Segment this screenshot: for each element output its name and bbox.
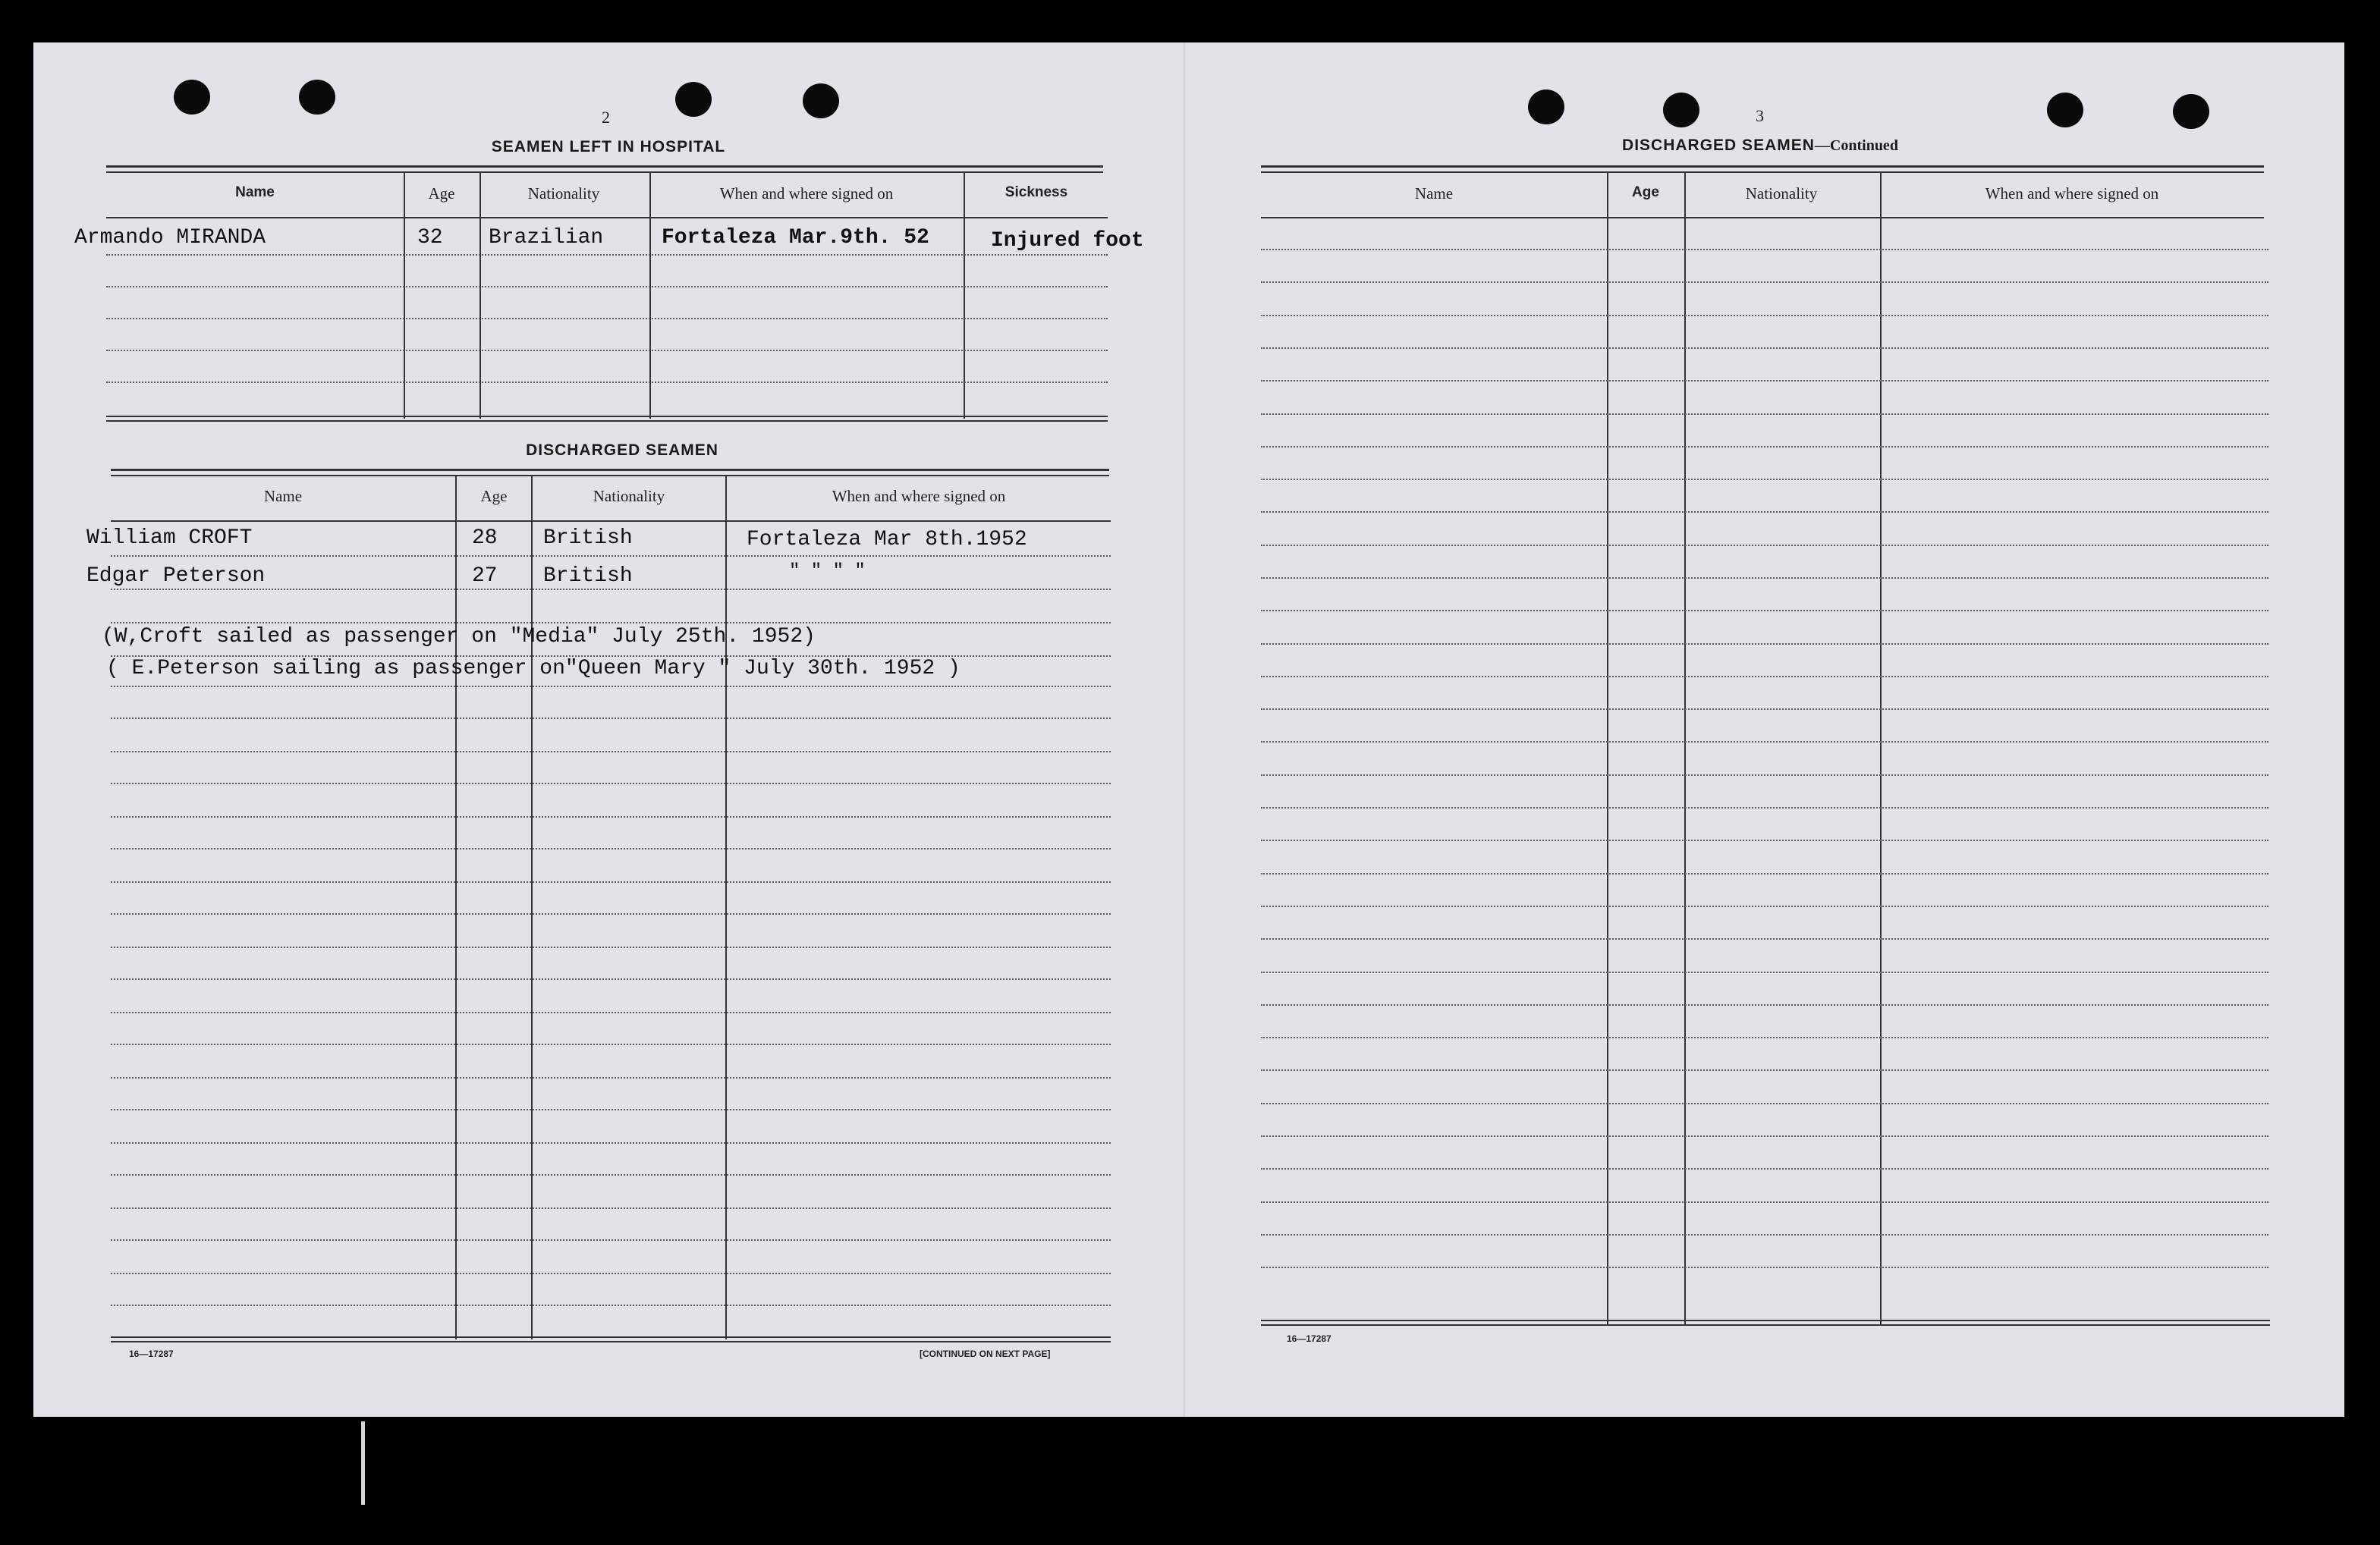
ruled-line (1261, 1234, 2268, 1236)
discharge-note: (W,Croft sailed as passenger on "Media" July 25th. 1952) (102, 625, 816, 648)
rule (1261, 165, 2264, 168)
ruled-line (111, 1109, 1111, 1110)
discharged-row-signed-on: Fortaleza Mar 8th.1952 (747, 528, 1027, 551)
ruled-line (111, 622, 1111, 623)
ruled-line (1261, 643, 2268, 645)
ruled-line (111, 751, 1111, 752)
header-name: Name (263, 487, 303, 505)
punch-hole (299, 80, 335, 115)
form-code-left: 16—17287 (129, 1349, 174, 1359)
ruled-line (1261, 972, 2268, 973)
hospital-row-sickness: Injured foot (991, 229, 1144, 253)
ruled-line (1261, 1267, 2268, 1268)
page-number-right: 3 (1756, 106, 1764, 125)
discharged-row-age: 28 (472, 526, 498, 550)
hospital-row-signed-on: Fortaleza Mar.9th. 52 (662, 226, 929, 250)
ruled-line (111, 1239, 1111, 1241)
discharged-row-nationality: British (543, 564, 633, 588)
ruled-line (1261, 1201, 2268, 1203)
right-section-title-text: DISCHARGED SEAMEN (1622, 137, 1815, 154)
ruled-line (1261, 1168, 2268, 1170)
ruled-line (111, 978, 1111, 980)
ruled-line (111, 1044, 1111, 1045)
ruled-line (1261, 446, 2268, 447)
discharged-row-nationality: British (543, 526, 633, 550)
page-number-left: 2 (602, 108, 610, 127)
ruled-line (111, 555, 1111, 557)
ruled-line (1261, 1135, 2268, 1137)
ruled-line (1261, 676, 2268, 677)
rule (1261, 217, 2264, 218)
rule (111, 475, 1109, 476)
ruled-line (1261, 906, 2268, 907)
column-divider (531, 476, 533, 1339)
punch-hole (803, 83, 839, 118)
rule (106, 165, 1103, 168)
header-sickness: Sickness (1005, 184, 1068, 200)
header-age: Age (480, 487, 508, 505)
ruled-line (111, 913, 1111, 915)
ruled-line (111, 881, 1111, 883)
column-divider (455, 476, 457, 1339)
ruled-line (111, 686, 1111, 687)
ruled-line (1261, 315, 2268, 316)
right-section-title (1487, 137, 2033, 155)
page-fold (1184, 42, 1185, 1417)
ruled-line (1261, 281, 2268, 283)
header-signed-on: When and where signed on (1985, 184, 2159, 203)
ruled-line (1261, 840, 2268, 841)
continued-note: [CONTINUED ON NEXT PAGE] (920, 1349, 1051, 1359)
hospital-row-name: Armando MIRANDA (74, 226, 266, 250)
ruled-line (111, 816, 1111, 818)
form-code-right: 16—17287 (1287, 1333, 1331, 1344)
header-name: Name (1414, 184, 1454, 203)
ruled-line (106, 286, 1108, 287)
header-age: Age (428, 184, 455, 203)
rule (111, 1341, 1111, 1342)
ruled-line (111, 1012, 1111, 1013)
punch-hole (1528, 89, 1564, 124)
hospital-row-nationality: Brazilian (489, 226, 604, 250)
rule (111, 469, 1109, 471)
ruled-line (1261, 511, 2268, 513)
ruled-line (1261, 1069, 2268, 1071)
ruled-line (1261, 380, 2268, 382)
ruled-line (1261, 1004, 2268, 1006)
ruled-line (111, 1142, 1111, 1144)
punch-hole (1663, 93, 1699, 127)
ruled-line (106, 254, 1108, 256)
ruled-line (106, 382, 1108, 383)
header-nationality: Nationality (527, 184, 600, 203)
header-name: Name (235, 184, 275, 200)
header-signed-on: When and where signed on (832, 487, 1006, 505)
ruled-line (1261, 413, 2268, 415)
ruled-line (1261, 1103, 2268, 1104)
ruled-line (111, 1077, 1111, 1079)
rule (106, 420, 1108, 422)
hospital-row-age: 32 (417, 226, 443, 250)
header-nationality: Nationality (1745, 184, 1818, 203)
hospital-section-title: SEAMEN LEFT IN HOSPITAL (491, 138, 726, 155)
ruled-line (111, 1273, 1111, 1274)
right-section-title-suffix: —Continued (1814, 137, 1898, 154)
discharged-row-age: 27 (472, 564, 498, 588)
discharge-note: ( E.Peterson sailing as passenger on"Queen Mary " July 30th. 1952 ) (106, 657, 960, 680)
ruled-line (111, 947, 1111, 948)
column-divider (1607, 173, 1608, 1324)
ruled-line (1261, 479, 2268, 480)
ruled-line (1261, 873, 2268, 875)
ruled-line (111, 783, 1111, 784)
discharged-row-signed-on: " " " " (789, 561, 866, 582)
punch-hole (675, 82, 712, 117)
ruled-line (1261, 807, 2268, 809)
punch-hole (174, 80, 210, 115)
rule (106, 171, 1103, 173)
header-nationality: Nationality (593, 487, 665, 505)
ruled-line (1261, 708, 2268, 710)
discharged-row-name: Edgar Peterson (86, 564, 266, 588)
rule (1261, 171, 2264, 173)
ruled-line (1261, 545, 2268, 546)
ruled-line (1261, 1037, 2268, 1038)
rule (1261, 1324, 2270, 1326)
column-divider (1684, 173, 1686, 1324)
rule (111, 1336, 1111, 1338)
ruled-line (111, 1207, 1111, 1209)
punch-hole (2173, 94, 2209, 129)
rule (1261, 1320, 2270, 1321)
ruled-line (111, 1174, 1111, 1176)
column-divider (1880, 173, 1882, 1324)
discharged-row-name: William CROFT (86, 526, 253, 550)
ruled-line (111, 718, 1111, 719)
film-scratch (361, 1421, 365, 1505)
header-signed-on: When and where signed on (719, 184, 894, 203)
rule (111, 520, 1111, 522)
ruled-line (106, 318, 1108, 319)
rule (106, 416, 1108, 417)
ruled-line (111, 848, 1111, 849)
ruled-line (1261, 249, 2268, 250)
discharged-section-title: DISCHARGED SEAMEN (526, 441, 718, 459)
ruled-line (1261, 577, 2268, 579)
ruled-line (111, 1305, 1111, 1306)
ruled-line (106, 350, 1108, 351)
header-age: Age (1632, 184, 1659, 200)
ruled-line (1261, 774, 2268, 776)
rule (106, 217, 1108, 218)
column-divider (725, 476, 727, 1339)
punch-hole (2047, 93, 2083, 127)
ruled-line (1261, 938, 2268, 940)
ruled-line (111, 589, 1111, 590)
ruled-line (1261, 741, 2268, 743)
ruled-line (1261, 347, 2268, 349)
ruled-line (1261, 610, 2268, 611)
